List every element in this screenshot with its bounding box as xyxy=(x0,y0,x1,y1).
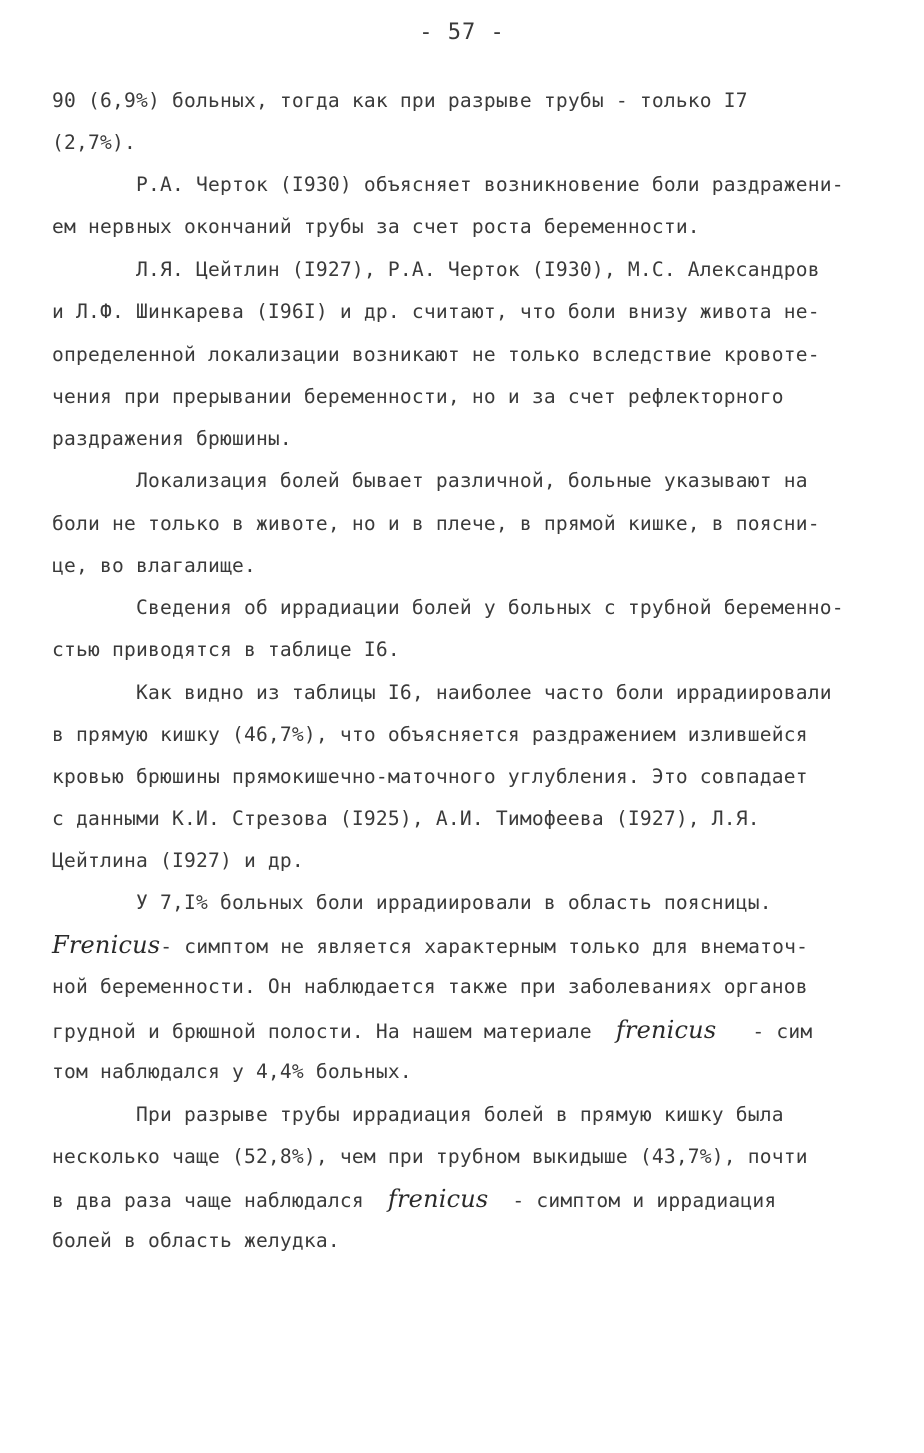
line-text: Л.Я. Цейтлин (I927), Р.А. Черток (I930), М.С. Александров xyxy=(52,258,820,281)
text-line xyxy=(52,635,400,665)
line-text: Цейтлина (I927) и др. xyxy=(52,849,304,872)
line-text: - симптом не является характерным только для внематоч- xyxy=(160,935,809,958)
text-line xyxy=(52,1100,784,1130)
line-text: При разрыве трубы иррадиация болей в прямую кишку была xyxy=(52,1103,784,1126)
text-line xyxy=(52,593,844,623)
line-text: несколько чаще (52,8%), чем при трубном выкидыше (43,7%), почти xyxy=(52,1145,808,1168)
line-text: раздражения брюшины. xyxy=(52,427,292,450)
line-text: грудной и брюшной полости. На нашем материале xyxy=(52,1020,616,1043)
text-line xyxy=(52,255,820,285)
line-text: кровью брюшины прямокишечно-маточного углубления. Это совпадает xyxy=(52,765,808,788)
line-text: в два раза чаще наблюдался xyxy=(52,1189,388,1212)
text-line xyxy=(52,720,808,750)
line-text: 90 (6,9%) больных, тогда как при разрыве трубы - только I7 xyxy=(52,89,748,112)
text-line xyxy=(52,424,292,454)
text-line xyxy=(52,297,820,327)
line-text: - симптом и иррадиация xyxy=(488,1189,777,1212)
text-line xyxy=(52,466,808,496)
line-text: том наблюдался у 4,4% больных. xyxy=(52,1060,412,1083)
text-line xyxy=(52,972,808,1002)
text-line xyxy=(52,678,832,708)
line-text: в прямую кишку (46,7%), что объясняется раздражением излившейся xyxy=(52,723,808,746)
line-text: стью приводятся в таблице I6. xyxy=(52,638,400,661)
line-text: болей в область желудка. xyxy=(52,1229,340,1252)
page-number: - 57 - xyxy=(419,20,505,45)
line-text: У 7,I% больных боли иррадиировали в область поясницы. xyxy=(52,891,772,914)
line-text: ной беременности. Он наблюдается также при заболеваниях органов xyxy=(52,975,808,998)
text-line xyxy=(52,1142,808,1172)
handwritten-word: Frenicus xyxy=(52,931,161,959)
text-line xyxy=(52,170,844,200)
line-text: боли не только в животе, но и в плече, в прямой кишке, в поясни- xyxy=(52,512,820,535)
line-text: (2,7%). xyxy=(52,131,136,154)
text-line xyxy=(52,846,304,876)
line-text: Локализация болей бывает различной, больные указывают на xyxy=(52,469,808,492)
handwritten-word: frenicus xyxy=(615,1016,717,1044)
text-line xyxy=(52,551,256,581)
line-text: и Л.Ф. Шинкарева (I96I) и др. считают, что боли внизу живота не- xyxy=(52,300,820,323)
line-text: с данными К.И. Стрезова (I925), А.И. Тимофеева (I927), Л.Я. xyxy=(52,807,760,830)
text-line xyxy=(52,930,808,962)
line-text: - сим xyxy=(716,1020,813,1043)
text-line xyxy=(52,86,748,116)
line-text: Как видно из таблицы I6, наиболее часто боли иррадиировали xyxy=(52,681,832,704)
text-line xyxy=(52,212,700,242)
text-line xyxy=(52,888,772,918)
text-line xyxy=(52,340,820,370)
line-text: це, во влагалище. xyxy=(52,554,256,577)
line-text: определенной локализации возникают не только вследствие кровоте- xyxy=(52,343,820,366)
line-text: Сведения об иррадиации болей у больных с трубной беременно- xyxy=(52,596,844,619)
handwritten-word: frenicus xyxy=(387,1185,489,1213)
text-line xyxy=(52,1015,812,1047)
text-line xyxy=(52,128,136,158)
text-line xyxy=(52,762,808,792)
text-line xyxy=(52,509,820,539)
line-text: чения при прерывании беременности, но и за счет рефлекторного xyxy=(52,385,784,408)
text-line xyxy=(52,382,784,412)
line-text: ем нервных окончаний трубы за счет роста беременности. xyxy=(52,215,700,238)
line-text: Р.А. Черток (I930) объясняет возникновение боли раздражени- xyxy=(52,173,844,196)
text-line xyxy=(52,1184,776,1216)
text-line xyxy=(52,804,760,834)
text-line xyxy=(52,1226,340,1256)
text-line xyxy=(52,1057,412,1087)
